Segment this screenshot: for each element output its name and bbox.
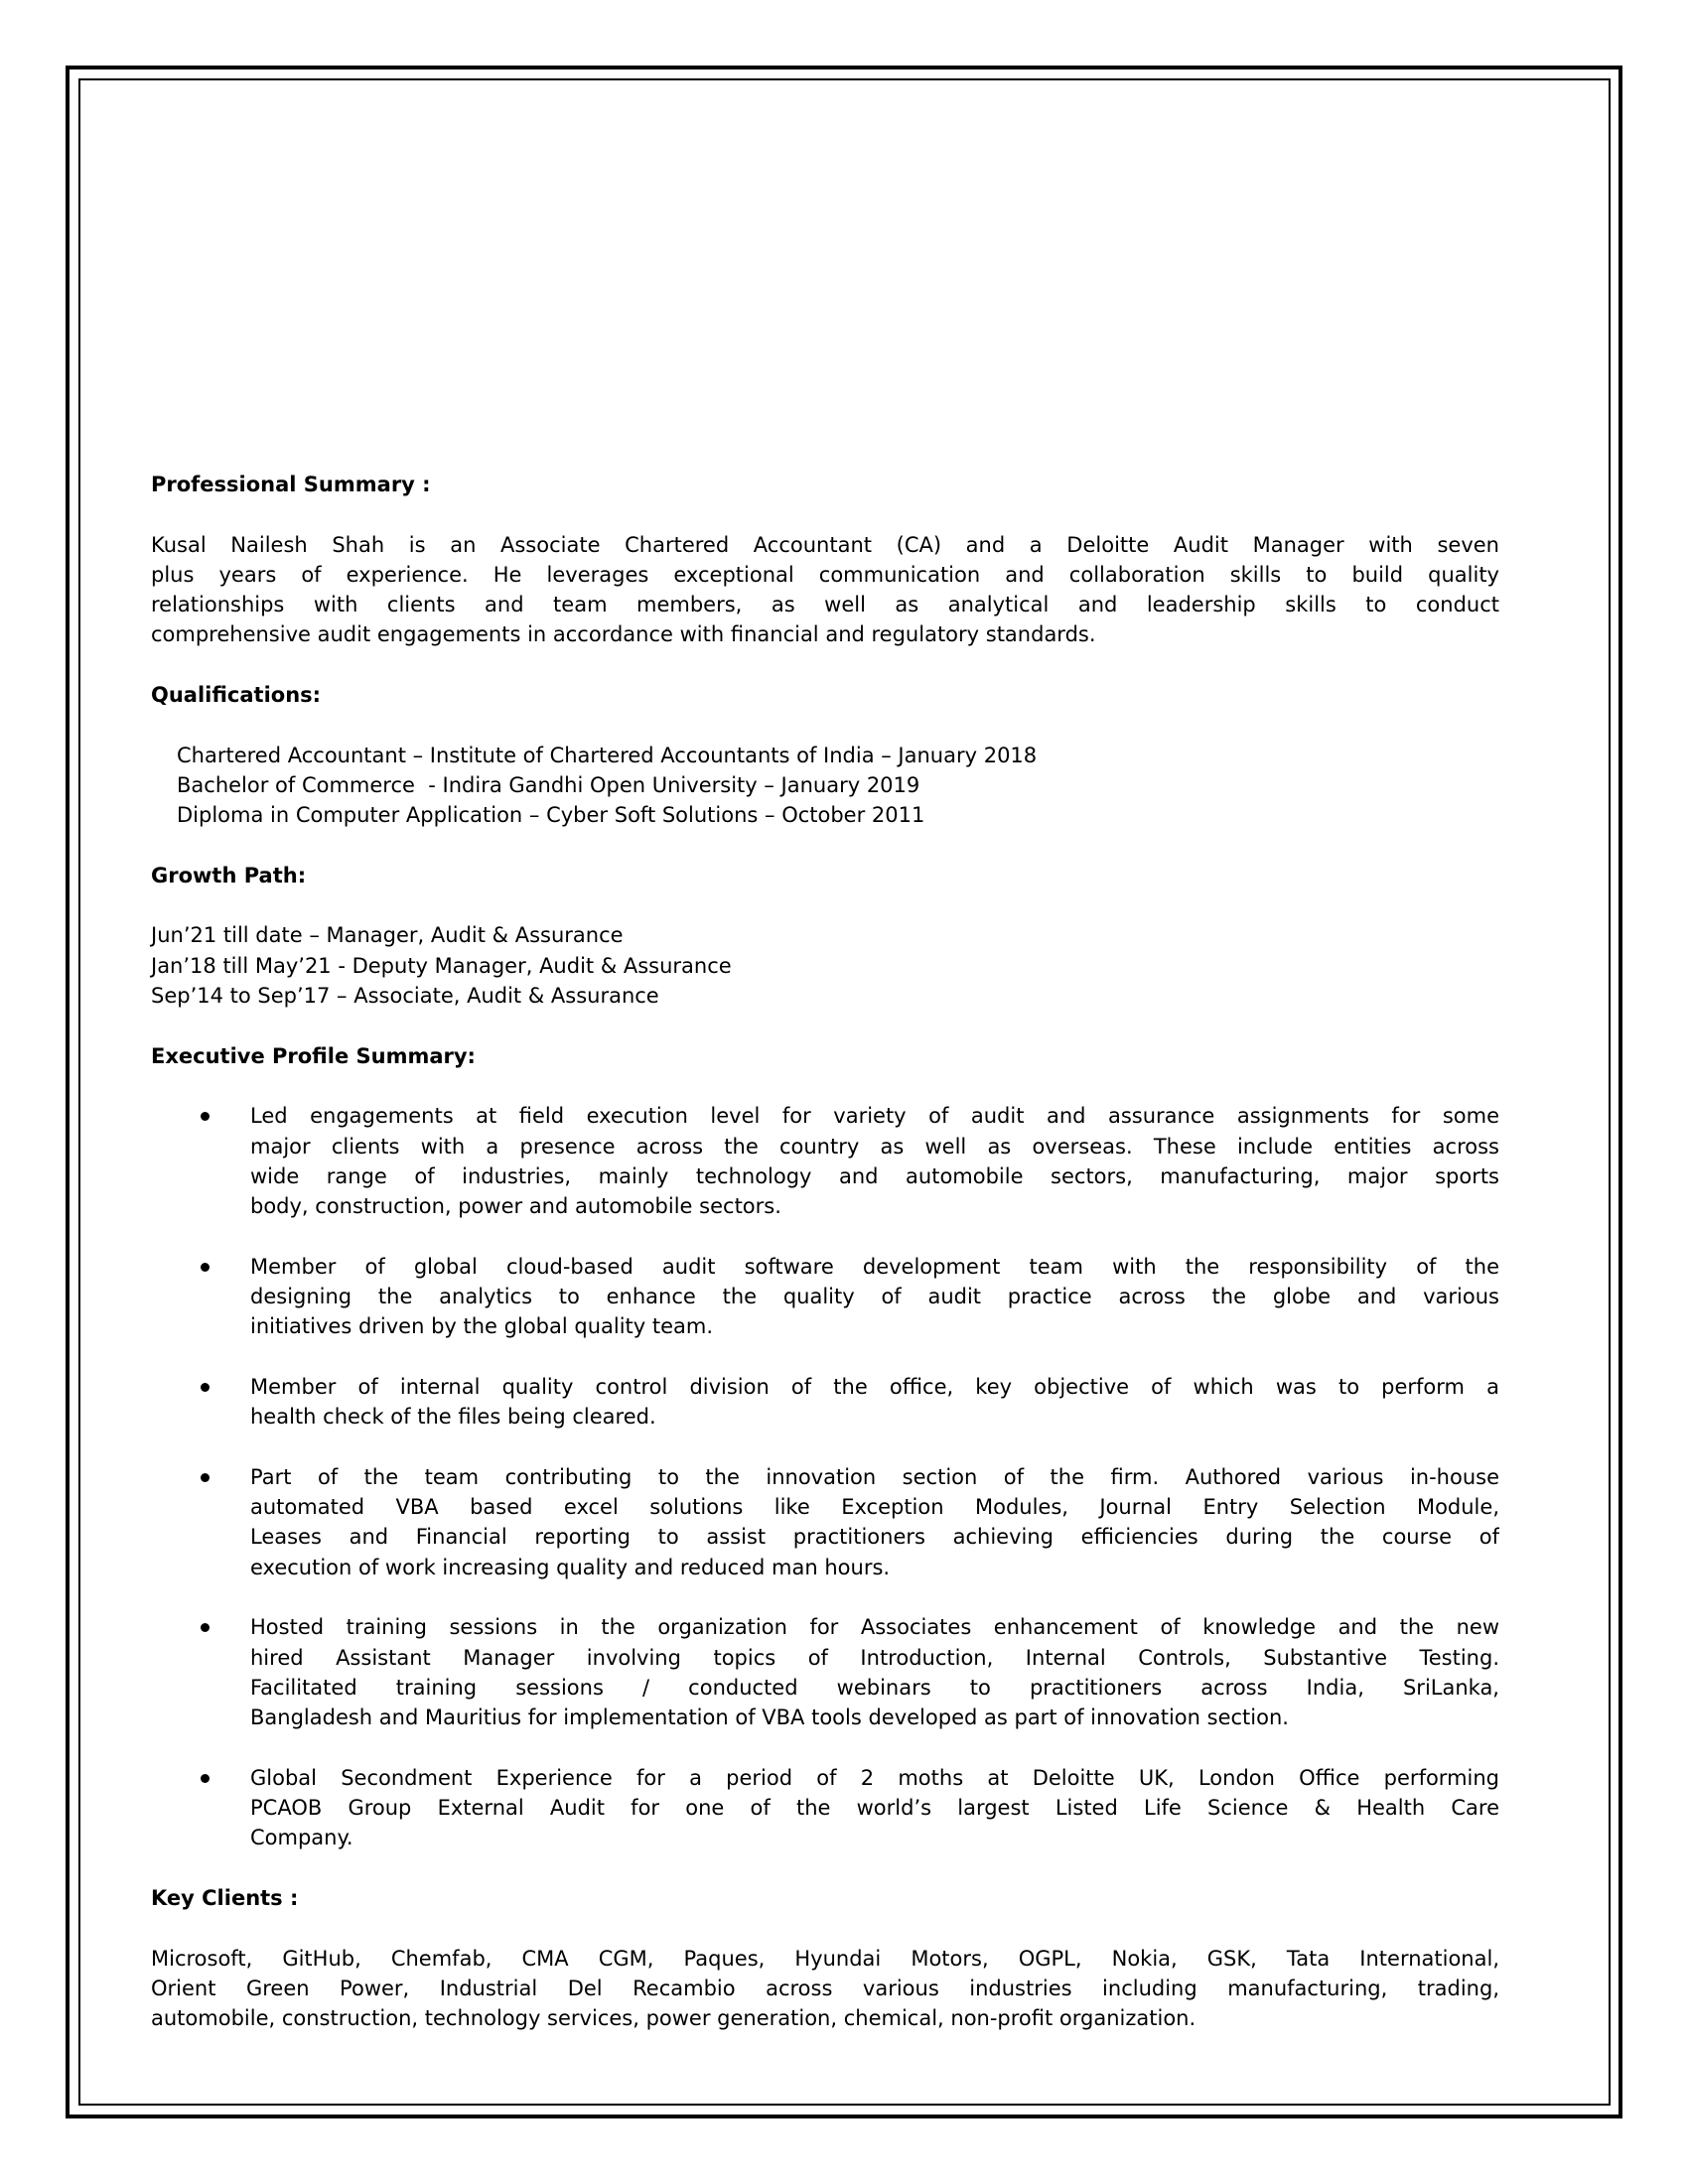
bullet-line: Global Secondment Experience for a period of 2 moths at Deloitte UK, London Office performing bbox=[250, 1765, 1499, 1790]
professional-summary-paragraph bbox=[151, 530, 1499, 650]
paragraph-line: comprehensive audit engagements in accordance with financial and regulatory standards. bbox=[151, 622, 1096, 647]
bullet-line: Member of internal quality control division of the office, key objective of which was to perform a bbox=[250, 1374, 1499, 1399]
bullet-line: hired Assistant Manager involving topics of Introduction, Internal Controls, Substantive Testing. bbox=[250, 1645, 1499, 1670]
bullet-line: Facilitated training sessions / conducted webinars to practitioners across India, SriLanka, bbox=[250, 1675, 1499, 1700]
qualification-item: Chartered Accountant – Institute of Chartered Accountants of India – January 2018 bbox=[177, 743, 1038, 767]
bullet-line: Hosted training sessions in the organization for Associates enhancement of knowledge and the new bbox=[250, 1615, 1499, 1640]
profile-bullet-item bbox=[151, 1763, 1499, 1853]
bullet-icon bbox=[201, 1774, 210, 1783]
bullet-line: execution of work increasing quality and reduced man hours. bbox=[250, 1555, 891, 1579]
paragraph-line: Microsoft, GitHub, Chemfab, CMA CGM, Paques, Hyundai Motors, OGPL, Nokia, GSK, Tata International, bbox=[151, 1946, 1499, 1971]
paragraph-line: Kusal Nailesh Shah is an Associate Chartered Accountant (CA) and a Deloitte Audit Manager with seven bbox=[151, 532, 1499, 557]
bullet-icon bbox=[201, 1383, 210, 1392]
bullet-icon bbox=[201, 1263, 210, 1272]
bullet-line: Leases and Financial reporting to assist practitioners achieving efficiencies during the course of bbox=[250, 1525, 1499, 1550]
bullet-line: Part of the team contributing to the innovation section of the firm. Authored various in-house bbox=[250, 1464, 1499, 1489]
bullet-icon bbox=[201, 1623, 210, 1632]
key-clients-heading: Key Clients : bbox=[151, 1885, 299, 1910]
qualifications-heading: Qualifications: bbox=[151, 683, 322, 708]
growth-path-section bbox=[151, 861, 1499, 1011]
bullet-line: health check of the files being cleared. bbox=[250, 1405, 656, 1430]
executive-profile-section bbox=[151, 1041, 1499, 1853]
qualification-item: Diploma in Computer Application – Cyber Soft Solutions – October 2011 bbox=[177, 803, 925, 828]
profile-bullet-item bbox=[151, 1101, 1499, 1221]
paragraph-line: automobile, construction, technology services, power generation, chemical, non-profit organization. bbox=[151, 2006, 1196, 2031]
growth-path-item: Jun’21 till date – Manager, Audit & Assurance bbox=[151, 923, 624, 948]
bullet-line: major clients with a presence across the country as well as overseas. These include entities across bbox=[250, 1134, 1499, 1159]
bullet-line: body, construction, power and automobile sectors. bbox=[250, 1194, 781, 1219]
professional-summary-heading: Professional Summary : bbox=[151, 473, 431, 496]
bullet-line: Bangladesh and Mauritius for implementation of VBA tools developed as part of innovation section. bbox=[250, 1706, 1289, 1730]
bullet-line: wide range of industries, mainly technology and automobile sectors, manufacturing, major sports bbox=[250, 1163, 1499, 1188]
growth-path-item: Sep’14 to Sep’17 – Associate, Audit & Assurance bbox=[151, 984, 659, 1009]
bullet-line: Company. bbox=[250, 1826, 353, 1850]
bullet-line: PCAOB Group External Audit for one of the world’s largest Listed Life Science & Health Care bbox=[250, 1796, 1499, 1821]
professional-summary-section bbox=[151, 470, 1499, 650]
key-clients-section bbox=[151, 1883, 1499, 2033]
bullet-line: Led engagements at field execution level for variety of audit and assurance assignments for some bbox=[250, 1104, 1499, 1129]
bullet-line: designing the analytics to enhance the quality of audit practice across the globe and various bbox=[250, 1285, 1499, 1309]
paragraph-line: Orient Green Power, Industrial Del Recambio across various industries including manufacturing, trading, bbox=[151, 1976, 1499, 2000]
bullet-line: automated VBA based excel solutions like Exception Modules, Journal Entry Selection Module, bbox=[250, 1495, 1499, 1520]
qualification-item: Bachelor of Commerce - Indira Gandhi Open University – January 2019 bbox=[177, 772, 920, 797]
growth-path-list bbox=[151, 920, 1499, 1011]
bullet-line: Member of global cloud-based audit software development team with the responsibility of the bbox=[250, 1254, 1499, 1279]
bullet-icon bbox=[201, 1112, 210, 1121]
profile-bullet-item bbox=[151, 1462, 1499, 1582]
growth-path-item: Jan’18 till May’21 - Deputy Manager, Audit & Assurance bbox=[151, 953, 732, 978]
bullet-line: initiatives driven by the global quality team. bbox=[250, 1314, 714, 1339]
growth-path-heading: Growth Path: bbox=[151, 863, 307, 887]
paragraph-line: relationships with clients and team members, as well as analytical and leadership skills to conduct bbox=[151, 593, 1499, 617]
paragraph-line: plus years of experience. He leverages exceptional communication and collaboration skills to build quality bbox=[151, 562, 1499, 587]
executive-profile-heading: Executive Profile Summary: bbox=[151, 1043, 476, 1068]
qualifications-list bbox=[151, 741, 1499, 831]
key-clients-paragraph bbox=[151, 1944, 1499, 2034]
profile-bullet-item bbox=[151, 1372, 1499, 1433]
profile-bullet-item bbox=[151, 1612, 1499, 1732]
bullet-icon bbox=[201, 1473, 210, 1482]
profile-bullet-item bbox=[151, 1252, 1499, 1342]
resume-content bbox=[151, 470, 1499, 2033]
qualifications-section bbox=[151, 680, 1499, 830]
